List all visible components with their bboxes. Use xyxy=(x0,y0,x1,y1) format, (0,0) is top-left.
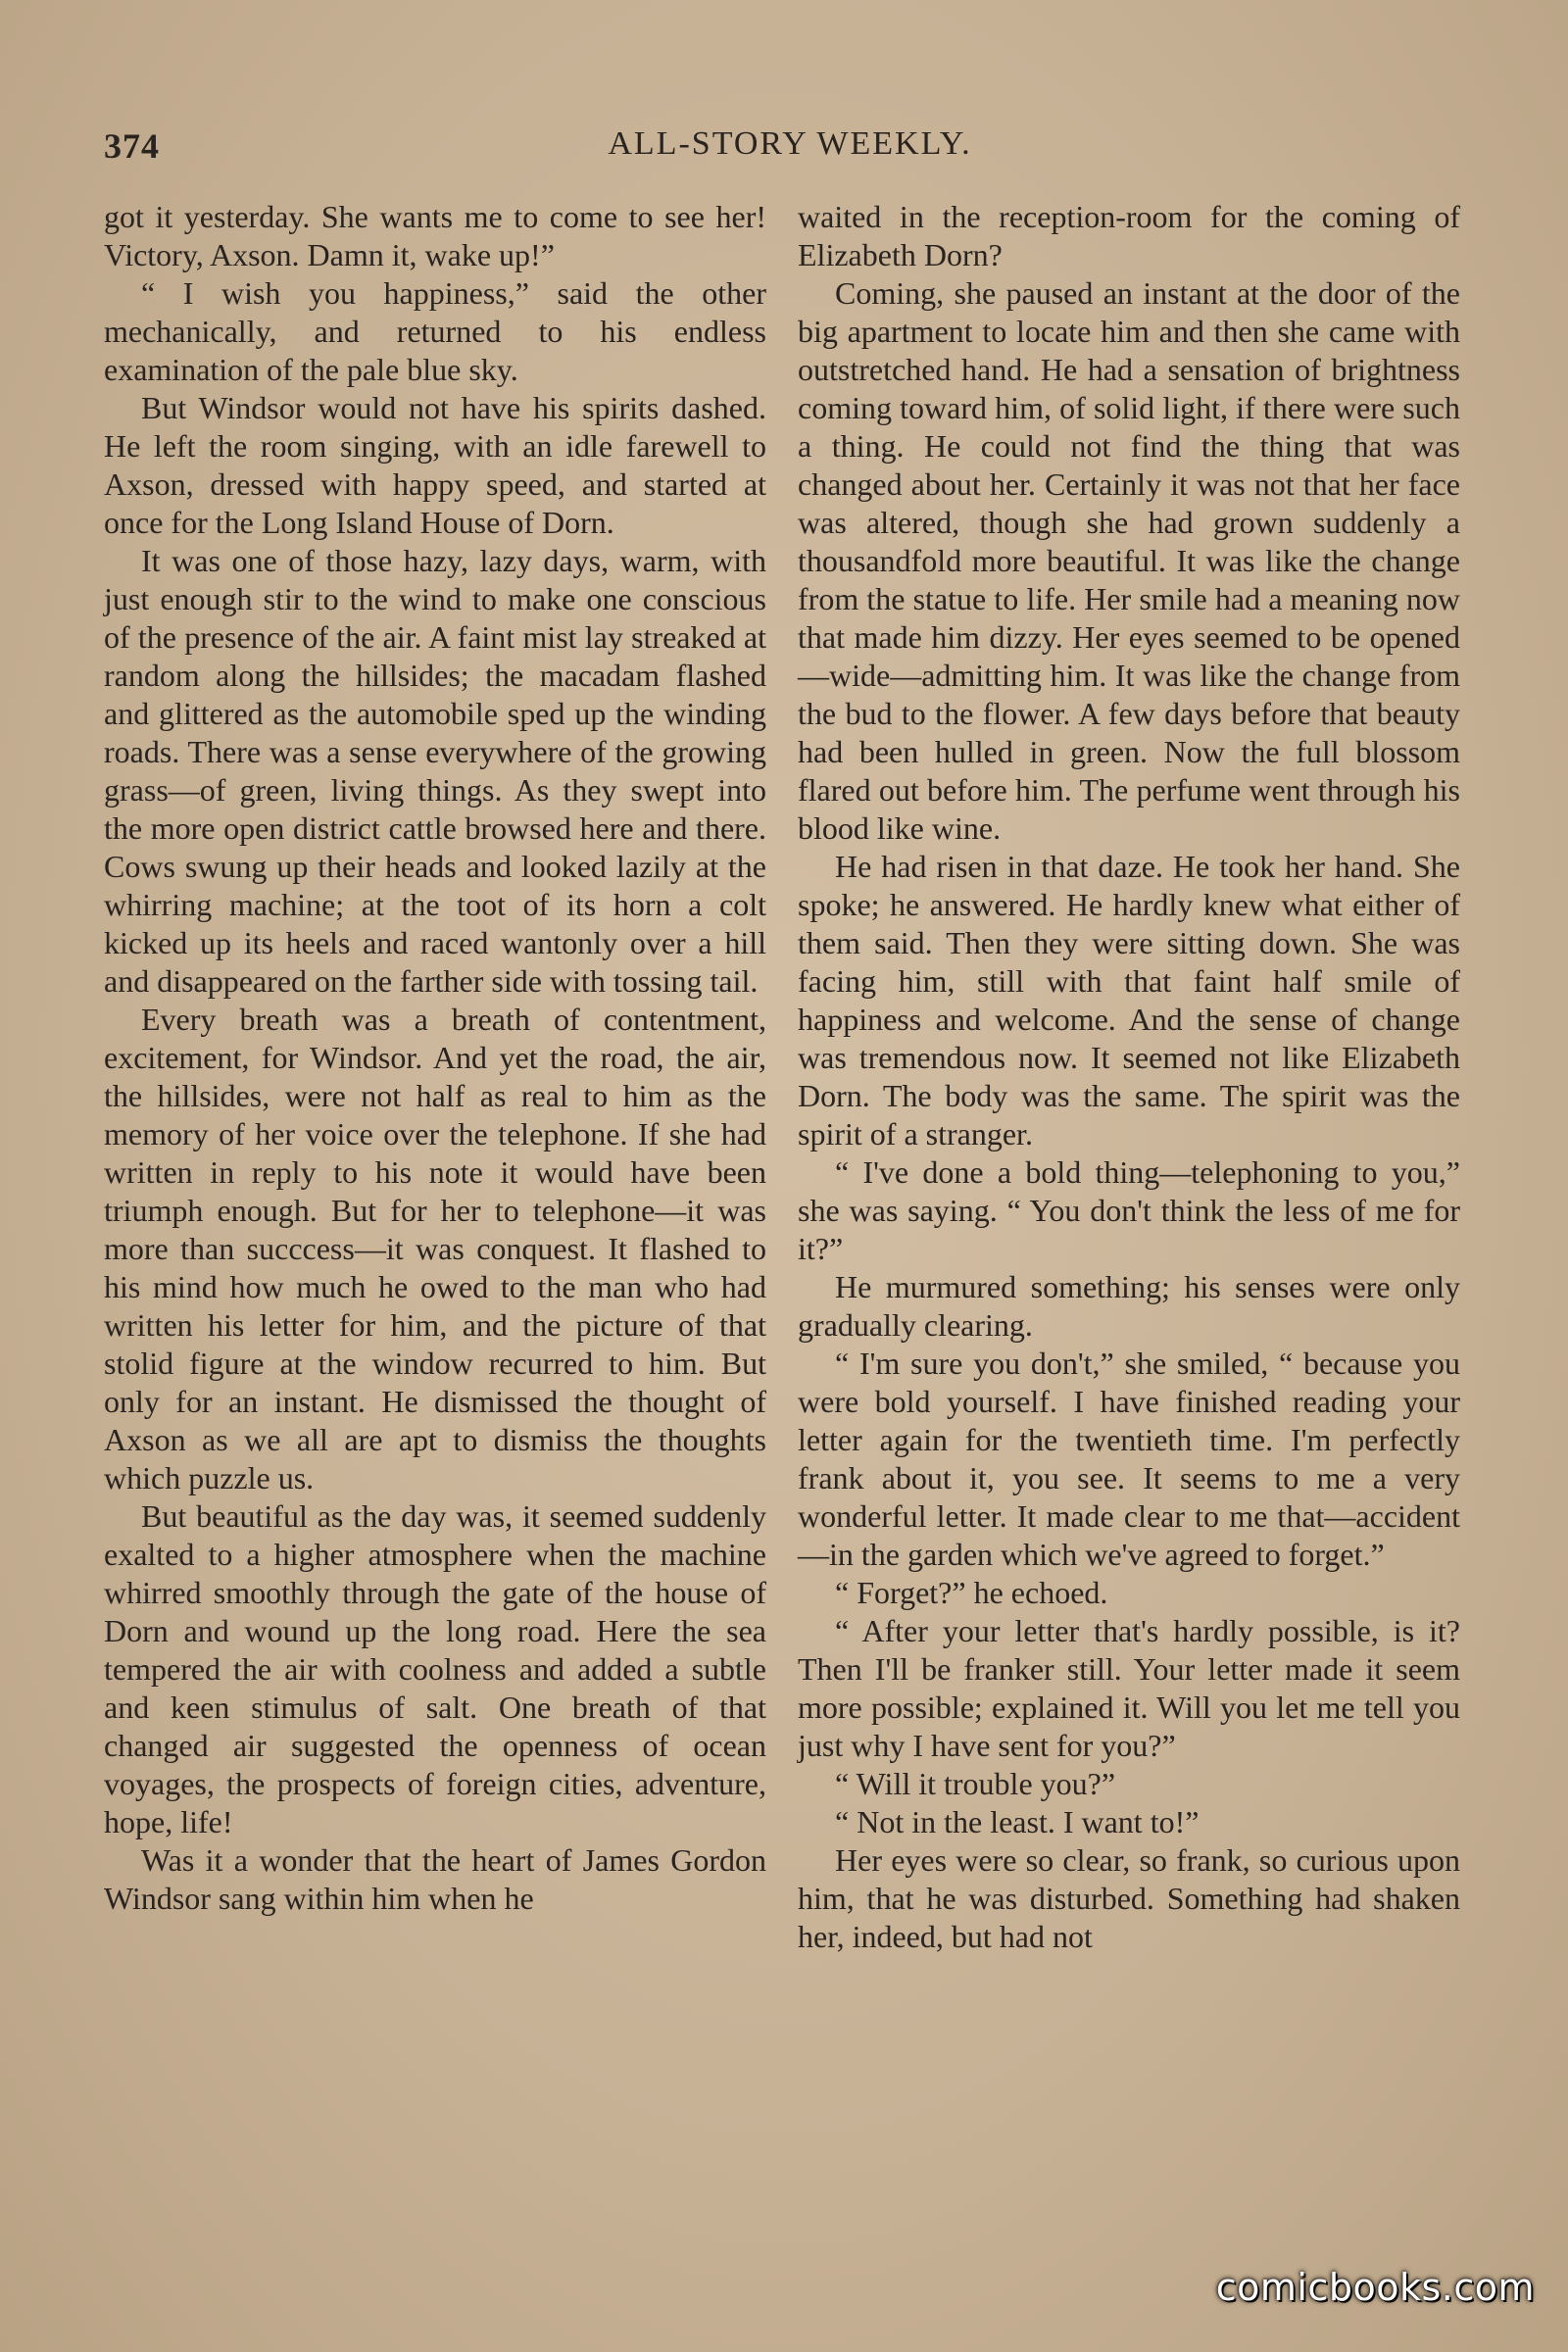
paragraph: It was one of those hazy, lazy days, warm, with just enough stir to the wind to make one conscious of the presence of the air. A faint mist lay streaked at random along the hillsides; the macadam flashed and glittered as the automobile sped up the winding roads. There was a sense everywhere of the growing grass—of green, living things. As they swept into the more open district cattle browsed here and there. Cows swung up their heads and looked lazily at the whirring machine; at the toot of its horn a colt kicked up its heels and raced wantonly over a hill and disappeared on the farther side with tossing tail. xyxy=(104,543,766,999)
paragraph: Coming, she paused an instant at the door of the big apartment to locate him and then she came with outstretched hand. He had a sensation of brightness coming toward him, of solid light, if there were such a thing. He could not find the thing that was changed about her. Certainly it was not that her face was altered, though she had grown suddenly a thousandfold more beautiful. It was like the change from the statue to life. Her smile had a meaning now that made him dizzy. Her eyes seemed to be opened—wide—admitting him. It was like the change from the bud to the flower. A few days before that beauty had been hulled in green. Now the full blossom flared out before him. The perfume went through his blood like wine. xyxy=(798,275,1460,846)
paragraph: Was it a wonder that the heart of James Gordon Windsor sang within him when he xyxy=(104,1842,766,1916)
paragraph: waited in the reception-room for the coming of Elizabeth Dorn? xyxy=(798,199,1460,272)
right-column xyxy=(798,198,1460,2217)
paragraph: “ After your letter that's hardly possible, is it? Then I'll be franker still. Your letter made it seem more possible; explained it. Will you let me tell you just why I have sent for you?” xyxy=(798,1613,1460,1763)
paragraph: He murmured something; his senses were only gradually clearing. xyxy=(798,1269,1460,1343)
paragraph: “ I'm sure you don't,” she smiled, “ because you were bold yourself. I have finished reading your letter again for the twentieth time. I'm perfectly frank about it, you see. It seems to me a very wonderful letter. It made clear to me that—accident—in the garden which we've agreed to forget.” xyxy=(798,1346,1460,1572)
paragraph: got it yesterday. She wants me to come to see her! Victory, Axson. Damn it, wake up!” xyxy=(104,199,766,272)
paragraph: “ Not in the least. I want to!” xyxy=(835,1804,1200,1839)
paragraph: Her eyes were so clear, so frank, so curious upon him, that he was disturbed. Something had shaken her, indeed, but had not xyxy=(798,1842,1460,1954)
text-columns xyxy=(104,198,1460,2217)
paragraph: “ Forget?” he echoed. xyxy=(835,1575,1108,1610)
left-column xyxy=(104,198,766,2217)
paragraph: He had risen in that daze. He took her hand. She spoke; he answered. He hardly knew what either of them said. Then they were sitting down. She was facing him, still with that faint half smile of happiness and welcome. And the sense of change was tremendous now. It seemed not like Elizabeth Dorn. The body was the same. The spirit was the spirit of a stranger. xyxy=(798,849,1460,1152)
running-title: ALL-STORY WEEKLY. xyxy=(608,125,972,162)
paragraph: “ Will it trouble you?” xyxy=(835,1766,1116,1801)
paragraph: But Windsor would not have his spirits dashed. He left the room singing, with an idle farewell to Axson, dressed with happy speed, and started at once for the Long Island House of Dorn. xyxy=(104,390,766,540)
paragraph: Every breath was a breath of contentment, excitement, for Windsor. And yet the road, the air, the hillsides, were not half as real to him as the memory of her voice over the telephone. If she had written in reply to his note it would have been triumph enough. But for her to telephone—it was more than succcess—it was conquest. It flashed to his mind how much he owed to the man who had written his letter for him, and the picture of that stolid figure at the window recurred to him. But only for an instant. He dismissed the thought of Axson as we all are apt to dismiss the thoughts which puzzle us. xyxy=(104,1002,766,1495)
paragraph: “ I've done a bold thing—telephoning to you,” she was saying. “ You don't think the less of me for it?” xyxy=(798,1154,1460,1266)
page-number: 374 xyxy=(104,126,160,166)
watermark: comicbooks.com xyxy=(1215,2266,1535,2309)
paragraph: “ I wish you happiness,” said the other mechanically, and returned to his endless examination of the pale blue sky. xyxy=(104,275,766,387)
paragraph: But beautiful as the day was, it seemed suddenly exalted to a higher atmosphere when the machine whirred smoothly through the gate of the house of Dorn and wound up the long road. Here the sea tempered the air with coolness and added a subtle and keen stimulus of salt. One breath of that changed air suggested the openness of ocean voyages, the prospects of foreign cities, adventure, hope, life! xyxy=(104,1498,766,1839)
page-header xyxy=(104,125,1476,174)
